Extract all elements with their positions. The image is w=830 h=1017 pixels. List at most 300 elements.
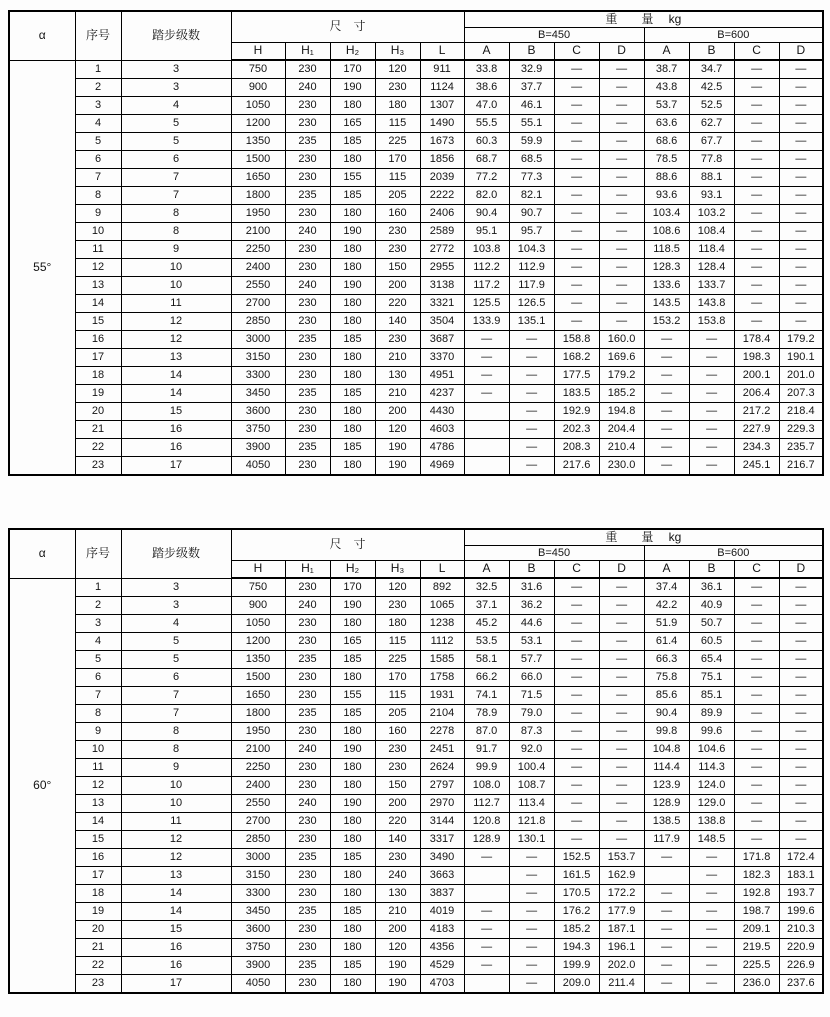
cell-b600-b: — xyxy=(689,849,734,867)
cell-b450-b: — xyxy=(509,421,554,439)
cell-steps: 15 xyxy=(121,403,231,421)
cell-serial: 14 xyxy=(75,295,121,313)
cell-h1: 235 xyxy=(285,651,330,669)
cell-b600-b: — xyxy=(689,975,734,994)
cell-h3: 230 xyxy=(375,331,420,349)
cell-h1: 230 xyxy=(285,457,330,476)
cell-b600-d: 210.3 xyxy=(779,921,823,939)
cell-b600-b: 108.4 xyxy=(689,223,734,241)
cell-b450-c: 185.2 xyxy=(554,921,599,939)
cell-b450-d: — xyxy=(599,97,644,115)
cell-b450-b: — xyxy=(509,385,554,403)
cell-serial: 4 xyxy=(75,633,121,651)
cell-b450-b: — xyxy=(509,939,554,957)
cell-steps: 11 xyxy=(121,295,231,313)
cell-h1: 230 xyxy=(285,687,330,705)
cell-h3: 140 xyxy=(375,831,420,849)
cell-l: 4430 xyxy=(420,403,464,421)
cell-serial: 11 xyxy=(75,759,121,777)
cell-h3: 230 xyxy=(375,759,420,777)
cell-b600-a: — xyxy=(644,849,689,867)
cell-h: 3600 xyxy=(231,921,285,939)
cell-serial: 22 xyxy=(75,957,121,975)
cell-steps: 6 xyxy=(121,151,231,169)
cell-b600-c: 234.3 xyxy=(734,439,779,457)
cell-h3: 190 xyxy=(375,957,420,975)
cell-h2: 180 xyxy=(330,975,375,994)
cell-h: 1050 xyxy=(231,97,285,115)
cell-b600-d: — xyxy=(779,578,823,597)
cell-h1: 240 xyxy=(285,223,330,241)
cell-serial: 19 xyxy=(75,903,121,921)
cell-h1: 230 xyxy=(285,723,330,741)
cell-b600-d: 216.7 xyxy=(779,457,823,476)
cell-h2: 180 xyxy=(330,615,375,633)
cell-serial: 1 xyxy=(75,60,121,79)
header-b600: B=600 xyxy=(644,546,823,561)
cell-h1: 230 xyxy=(285,578,330,597)
cell-h2: 185 xyxy=(330,385,375,403)
cell-b600-d: — xyxy=(779,723,823,741)
cell-b600-a: — xyxy=(644,403,689,421)
cell-b450-d: 162.9 xyxy=(599,867,644,885)
cell-b600-a: 88.6 xyxy=(644,169,689,187)
cell-h2: 190 xyxy=(330,597,375,615)
cell-b450-b: 92.0 xyxy=(509,741,554,759)
header-alpha: α xyxy=(9,11,75,60)
cell-l: 1585 xyxy=(420,651,464,669)
cell-b450-b: — xyxy=(509,903,554,921)
cell-h1: 230 xyxy=(285,259,330,277)
cell-b600-d: — xyxy=(779,259,823,277)
cell-l: 4356 xyxy=(420,939,464,957)
cell-l: 3138 xyxy=(420,277,464,295)
table-row xyxy=(9,759,823,777)
cell-b450-d: — xyxy=(599,777,644,795)
cell-b450-c: 202.3 xyxy=(554,421,599,439)
cell-steps: 7 xyxy=(121,169,231,187)
cell-b600-a: 128.9 xyxy=(644,795,689,813)
cell-h2: 185 xyxy=(330,331,375,349)
cell-b600-b: 153.8 xyxy=(689,313,734,331)
cell-steps: 7 xyxy=(121,705,231,723)
header-col-b600-a: A xyxy=(644,43,689,61)
cell-b600-b: — xyxy=(689,439,734,457)
cell-b600-b: — xyxy=(689,867,734,885)
header-weight: 重 量 kg xyxy=(464,529,823,546)
cell-h2: 170 xyxy=(330,60,375,79)
cell-b450-d: — xyxy=(599,687,644,705)
cell-b600-a: — xyxy=(644,421,689,439)
cell-b600-c: — xyxy=(734,669,779,687)
cell-b450-a: 103.8 xyxy=(464,241,509,259)
cell-b600-c: 198.3 xyxy=(734,349,779,367)
cell-h3: 210 xyxy=(375,385,420,403)
cell-b600-b: 118.4 xyxy=(689,241,734,259)
cell-b600-c: — xyxy=(734,133,779,151)
cell-b450-d: — xyxy=(599,813,644,831)
header-col-b450-a: A xyxy=(464,561,509,579)
cell-h3: 160 xyxy=(375,723,420,741)
cell-l: 4703 xyxy=(420,975,464,994)
cell-b450-d: — xyxy=(599,651,644,669)
cell-b600-d: 229.3 xyxy=(779,421,823,439)
cell-h3: 140 xyxy=(375,313,420,331)
cell-b600-b: 129.0 xyxy=(689,795,734,813)
cell-b450-c: 170.5 xyxy=(554,885,599,903)
cell-b600-b: 75.1 xyxy=(689,669,734,687)
cell-h: 1200 xyxy=(231,633,285,651)
cell-b450-c: — xyxy=(554,687,599,705)
cell-b450-c: — xyxy=(554,777,599,795)
cell-l: 4237 xyxy=(420,385,464,403)
cell-b600-a: 90.4 xyxy=(644,705,689,723)
cell-b600-c: — xyxy=(734,633,779,651)
cell-b600-d: 220.9 xyxy=(779,939,823,957)
table-row xyxy=(9,187,823,205)
table-row xyxy=(9,867,823,885)
cell-l: 4951 xyxy=(420,367,464,385)
cell-b450-a: 108.0 xyxy=(464,777,509,795)
header-dimensions: 尺 寸 xyxy=(231,529,464,561)
cell-steps: 4 xyxy=(121,615,231,633)
cell-steps: 11 xyxy=(121,813,231,831)
cell-b600-b: 89.9 xyxy=(689,705,734,723)
cell-b450-a: 74.1 xyxy=(464,687,509,705)
cell-h2: 190 xyxy=(330,277,375,295)
table-row xyxy=(9,885,823,903)
cell-l: 1238 xyxy=(420,615,464,633)
cell-h2: 185 xyxy=(330,133,375,151)
cell-b450-c: 183.5 xyxy=(554,385,599,403)
cell-h1: 235 xyxy=(285,849,330,867)
cell-b450-a: 55.5 xyxy=(464,115,509,133)
cell-b600-c: — xyxy=(734,777,779,795)
cell-b450-d: — xyxy=(599,597,644,615)
cell-l: 1758 xyxy=(420,669,464,687)
table-body xyxy=(9,578,823,993)
alpha-value: 55° xyxy=(9,60,75,475)
cell-b600-b: 93.1 xyxy=(689,187,734,205)
table-row xyxy=(9,921,823,939)
cell-b450-b: 100.4 xyxy=(509,759,554,777)
table-row xyxy=(9,651,823,669)
cell-b450-b: — xyxy=(509,349,554,367)
cell-b600-a: 51.9 xyxy=(644,615,689,633)
cell-b450-c: 194.3 xyxy=(554,939,599,957)
cell-b600-d: — xyxy=(779,687,823,705)
cell-h: 3900 xyxy=(231,439,285,457)
cell-h2: 165 xyxy=(330,633,375,651)
cell-b450-d: 202.0 xyxy=(599,957,644,975)
cell-h: 2850 xyxy=(231,831,285,849)
cell-b450-b: 57.7 xyxy=(509,651,554,669)
cell-b600-b: 103.2 xyxy=(689,205,734,223)
cell-h1: 230 xyxy=(285,759,330,777)
cell-b450-c: — xyxy=(554,795,599,813)
cell-b600-b: — xyxy=(689,457,734,476)
cell-b450-a: 68.7 xyxy=(464,151,509,169)
cell-b450-a: 87.0 xyxy=(464,723,509,741)
cell-h3: 210 xyxy=(375,349,420,367)
cell-b600-c: — xyxy=(734,741,779,759)
cell-h3: 205 xyxy=(375,705,420,723)
header-b450: B=450 xyxy=(464,28,644,43)
cell-h3: 115 xyxy=(375,633,420,651)
cell-steps: 14 xyxy=(121,367,231,385)
cell-b450-d: — xyxy=(599,669,644,687)
cell-b600-b: — xyxy=(689,957,734,975)
cell-b600-a: 118.5 xyxy=(644,241,689,259)
cell-steps: 5 xyxy=(121,133,231,151)
cell-l: 4969 xyxy=(420,457,464,476)
cell-steps: 3 xyxy=(121,597,231,615)
cell-b600-d: — xyxy=(779,759,823,777)
cell-b600-a: 99.8 xyxy=(644,723,689,741)
cell-b450-d: 194.8 xyxy=(599,403,644,421)
cell-h1: 235 xyxy=(285,331,330,349)
cell-h3: 170 xyxy=(375,669,420,687)
cell-b450-c: — xyxy=(554,597,599,615)
cell-b450-a: 90.4 xyxy=(464,205,509,223)
cell-h3: 210 xyxy=(375,903,420,921)
cell-b600-b: 128.4 xyxy=(689,259,734,277)
table-row xyxy=(9,939,823,957)
cell-serial: 7 xyxy=(75,687,121,705)
cell-h: 3300 xyxy=(231,885,285,903)
cell-b450-a: 133.9 xyxy=(464,313,509,331)
cell-b450-c: — xyxy=(554,133,599,151)
table-row xyxy=(9,633,823,651)
cell-b450-b: 130.1 xyxy=(509,831,554,849)
cell-serial: 9 xyxy=(75,723,121,741)
cell-h: 1650 xyxy=(231,687,285,705)
table-row xyxy=(9,277,823,295)
cell-b450-a: 99.9 xyxy=(464,759,509,777)
cell-b450-a: — xyxy=(464,385,509,403)
cell-b600-a xyxy=(644,867,689,885)
cell-b600-d: 201.0 xyxy=(779,367,823,385)
cell-l: 2772 xyxy=(420,241,464,259)
cell-b450-d: — xyxy=(599,705,644,723)
cell-h3: 120 xyxy=(375,421,420,439)
cell-b600-a: — xyxy=(644,385,689,403)
cell-h3: 230 xyxy=(375,741,420,759)
cell-h3: 220 xyxy=(375,813,420,831)
cell-b450-b: — xyxy=(509,849,554,867)
cell-b450-a: 33.8 xyxy=(464,60,509,79)
cell-h1: 230 xyxy=(285,169,330,187)
cell-h: 2700 xyxy=(231,813,285,831)
table-row xyxy=(9,439,823,457)
cell-b450-b: 135.1 xyxy=(509,313,554,331)
cell-b450-b: 53.1 xyxy=(509,633,554,651)
cell-b600-d: — xyxy=(779,777,823,795)
cell-b450-d: — xyxy=(599,259,644,277)
cell-h3: 120 xyxy=(375,939,420,957)
header-col-b600-c: C xyxy=(734,43,779,61)
cell-l: 2955 xyxy=(420,259,464,277)
cell-steps: 3 xyxy=(121,578,231,597)
cell-h3: 115 xyxy=(375,687,420,705)
cell-b600-d: — xyxy=(779,313,823,331)
cell-b600-c: — xyxy=(734,831,779,849)
header-col-b600-c: C xyxy=(734,561,779,579)
cell-b600-b: — xyxy=(689,939,734,957)
cell-h2: 180 xyxy=(330,939,375,957)
cell-b600-a: — xyxy=(644,921,689,939)
cell-b450-d: — xyxy=(599,187,644,205)
cell-b450-a: 66.2 xyxy=(464,669,509,687)
cell-steps: 12 xyxy=(121,331,231,349)
table-row xyxy=(9,723,823,741)
cell-b600-c: — xyxy=(734,813,779,831)
cell-b600-d: — xyxy=(779,223,823,241)
cell-h: 1350 xyxy=(231,651,285,669)
cell-b450-c: 152.5 xyxy=(554,849,599,867)
cell-b600-d: 218.4 xyxy=(779,403,823,421)
table-row xyxy=(9,615,823,633)
cell-b450-c: 199.9 xyxy=(554,957,599,975)
table-row xyxy=(9,813,823,831)
table-row xyxy=(9,205,823,223)
table-row xyxy=(9,97,823,115)
cell-h: 2700 xyxy=(231,295,285,313)
cell-l: 2104 xyxy=(420,705,464,723)
cell-b450-b: 126.5 xyxy=(509,295,554,313)
cell-b600-a: 42.2 xyxy=(644,597,689,615)
cell-serial: 6 xyxy=(75,151,121,169)
cell-b450-d: — xyxy=(599,741,644,759)
cell-b600-c: — xyxy=(734,578,779,597)
cell-steps: 10 xyxy=(121,277,231,295)
cell-b600-a: — xyxy=(644,885,689,903)
header-col-b450-d: D xyxy=(599,561,644,579)
header-col-b600-b: B xyxy=(689,561,734,579)
cell-l: 3490 xyxy=(420,849,464,867)
cell-b450-b: 36.2 xyxy=(509,597,554,615)
cell-b600-a: 128.3 xyxy=(644,259,689,277)
cell-b450-a: 120.8 xyxy=(464,813,509,831)
cell-b450-b: — xyxy=(509,867,554,885)
cell-b450-a: — xyxy=(464,957,509,975)
cell-b450-d: 230.0 xyxy=(599,457,644,476)
cell-h: 3450 xyxy=(231,385,285,403)
cell-b600-c: — xyxy=(734,687,779,705)
cell-b600-a: 123.9 xyxy=(644,777,689,795)
cell-h2: 185 xyxy=(330,439,375,457)
cell-steps: 13 xyxy=(121,867,231,885)
cell-h1: 230 xyxy=(285,921,330,939)
cell-b600-a: — xyxy=(644,457,689,476)
cell-b600-c: 171.8 xyxy=(734,849,779,867)
cell-l: 1124 xyxy=(420,79,464,97)
table-row xyxy=(9,457,823,476)
cell-steps: 7 xyxy=(121,187,231,205)
spec-table-55deg xyxy=(8,10,824,476)
cell-b600-d: 179.2 xyxy=(779,331,823,349)
header-row-1 xyxy=(9,529,823,546)
cell-b600-d: — xyxy=(779,813,823,831)
table-row xyxy=(9,975,823,994)
cell-b600-b: 52.5 xyxy=(689,97,734,115)
cell-b600-b: 124.0 xyxy=(689,777,734,795)
cell-b450-d: — xyxy=(599,615,644,633)
cell-h: 2400 xyxy=(231,777,285,795)
cell-h3: 190 xyxy=(375,457,420,476)
cell-h2: 180 xyxy=(330,759,375,777)
cell-b600-b: 85.1 xyxy=(689,687,734,705)
cell-serial: 23 xyxy=(75,457,121,476)
header-steps: 踏步级数 xyxy=(121,11,231,60)
cell-b450-d: — xyxy=(599,223,644,241)
cell-b450-d: — xyxy=(599,133,644,151)
cell-b600-a: — xyxy=(644,903,689,921)
cell-b450-c: — xyxy=(554,205,599,223)
cell-h1: 230 xyxy=(285,615,330,633)
cell-b600-b: 88.1 xyxy=(689,169,734,187)
cell-h: 2250 xyxy=(231,241,285,259)
header-b600: B=600 xyxy=(644,28,823,43)
cell-b600-d: — xyxy=(779,205,823,223)
cell-h3: 115 xyxy=(375,169,420,187)
cell-b600-c: — xyxy=(734,313,779,331)
cell-l: 3317 xyxy=(420,831,464,849)
cell-h1: 235 xyxy=(285,705,330,723)
cell-steps: 13 xyxy=(121,349,231,367)
cell-serial: 22 xyxy=(75,439,121,457)
cell-l: 1673 xyxy=(420,133,464,151)
cell-h2: 180 xyxy=(330,403,375,421)
cell-l: 2797 xyxy=(420,777,464,795)
cell-b450-a: — xyxy=(464,367,509,385)
cell-steps: 9 xyxy=(121,759,231,777)
cell-b450-b: 90.7 xyxy=(509,205,554,223)
cell-b450-a: 58.1 xyxy=(464,651,509,669)
cell-h3: 230 xyxy=(375,849,420,867)
cell-h2: 180 xyxy=(330,205,375,223)
cell-h2: 190 xyxy=(330,223,375,241)
cell-l: 4183 xyxy=(420,921,464,939)
cell-b450-d: 177.9 xyxy=(599,903,644,921)
cell-b600-c: — xyxy=(734,295,779,313)
cell-h2: 180 xyxy=(330,97,375,115)
cell-h1: 230 xyxy=(285,867,330,885)
cell-h3: 130 xyxy=(375,885,420,903)
cell-l: 2039 xyxy=(420,169,464,187)
cell-b450-b: — xyxy=(509,439,554,457)
cell-b450-b: 66.0 xyxy=(509,669,554,687)
cell-l: 4603 xyxy=(420,421,464,439)
cell-h2: 180 xyxy=(330,349,375,367)
cell-h: 2100 xyxy=(231,741,285,759)
cell-h3: 225 xyxy=(375,651,420,669)
cell-h: 2250 xyxy=(231,759,285,777)
cell-h3: 150 xyxy=(375,259,420,277)
cell-b450-a xyxy=(464,457,509,476)
cell-h1: 230 xyxy=(285,831,330,849)
cell-h: 3600 xyxy=(231,403,285,421)
cell-h1: 235 xyxy=(285,133,330,151)
cell-l: 3370 xyxy=(420,349,464,367)
cell-b450-c: — xyxy=(554,578,599,597)
cell-b450-b: 37.7 xyxy=(509,79,554,97)
cell-steps: 12 xyxy=(121,313,231,331)
cell-serial: 7 xyxy=(75,169,121,187)
cell-steps: 14 xyxy=(121,903,231,921)
cell-b450-c: 192.9 xyxy=(554,403,599,421)
cell-h1: 230 xyxy=(285,97,330,115)
